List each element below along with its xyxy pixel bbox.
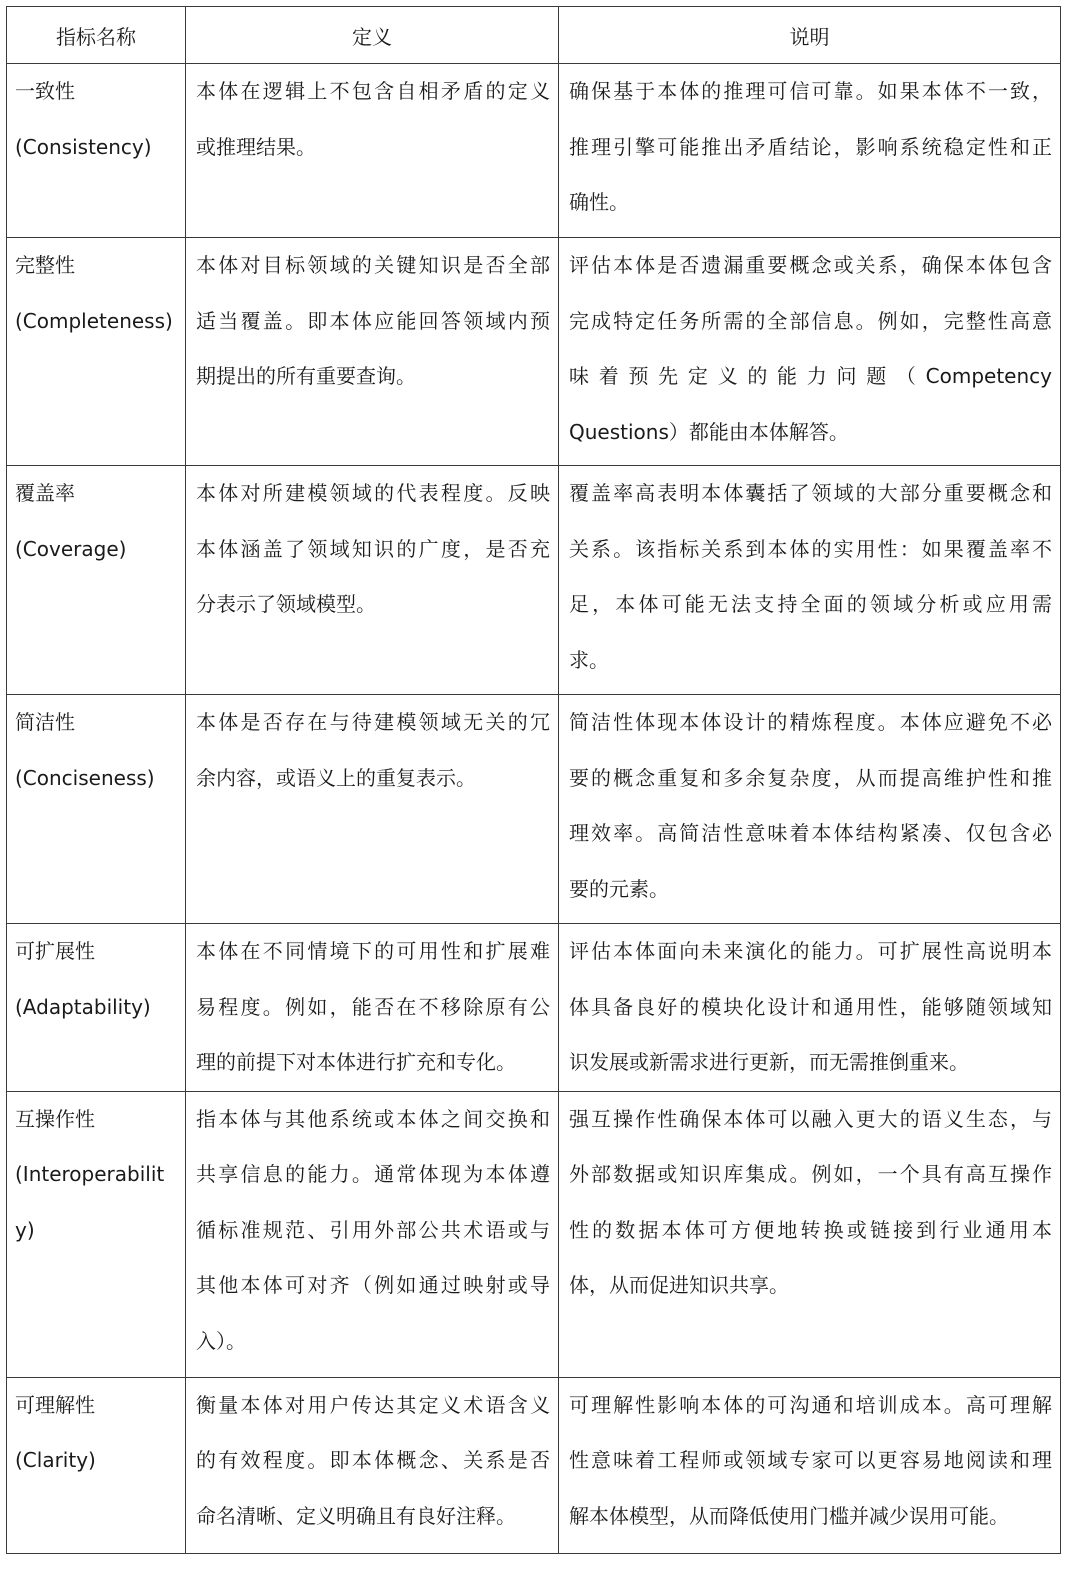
definition-cell-conciseness	[186, 695, 559, 924]
cell-line: 的有效程度。即本体概念、关系是否	[196, 1448, 550, 1472]
table-header-row	[7, 7, 1061, 64]
cell-line: (Consistency)	[15, 134, 152, 159]
cell-line: 分表示了领域模型。	[196, 592, 376, 616]
cell-line: 解本体模型，从而降低使用门槛并减少误用可能。	[569, 1503, 1009, 1528]
cell-line: 外部数据或知识库集成。例如，一个具有高互操作	[569, 1162, 1052, 1186]
cell-line: 识发展或新需求进行更新，而无需推倒重来。	[569, 1050, 969, 1074]
cell-line: Questions）都能由本体解答。	[569, 419, 849, 444]
definition-cell-clarity	[186, 1377, 559, 1553]
cell-line: 确保基于本体的推理可信可靠。如果本体不一致，	[569, 79, 1052, 103]
cell-line: 要的概念重复和多余复杂度，从而提高维护性和推	[569, 765, 1052, 790]
metric-name-cell-adaptability	[7, 924, 186, 1092]
cell-line: 适当覆盖。即本体应能回答领域内预	[196, 308, 550, 333]
cell-line: 足，本体可能无法支持全面的领域分析或应用需	[569, 592, 1052, 616]
cell-line: (Clarity)	[15, 1448, 96, 1472]
description-cell-adaptability	[559, 924, 1061, 1092]
cell-line: 本体涵盖了领域知识的广度，是否充	[196, 536, 550, 561]
header-description: 说明	[559, 7, 1061, 64]
cell-line: 体具备良好的模块化设计和通用性，能够随领域知	[569, 994, 1052, 1019]
table-row	[7, 466, 1061, 695]
metric-name-cell-completeness	[7, 238, 186, 466]
cell-line: 覆盖率	[15, 481, 75, 505]
description-cell-clarity	[559, 1377, 1061, 1553]
definition-cell-completeness	[186, 238, 559, 466]
metric-name-cell-consistency	[7, 64, 186, 238]
cell-line: (Conciseness)	[15, 765, 155, 790]
cell-line: 入）。	[196, 1328, 246, 1353]
cell-line: (Adaptability)	[15, 994, 151, 1019]
cell-line: 关系。该指标关系到本体的实用性：如果覆盖率不	[569, 536, 1052, 561]
cell-line: 循标准规范、引用外部公共术语或与	[196, 1217, 550, 1242]
cell-line: 本体在不同情境下的可用性和扩展难	[196, 939, 550, 963]
cell-line: (Completeness)	[15, 308, 173, 333]
metric-name-cell-coverage	[7, 466, 186, 695]
cell-line: 本体对目标领域的关键知识是否全部	[196, 253, 550, 277]
header-metric-name: 指标名称	[7, 7, 186, 64]
cell-line: 可理解性影响本体的可沟通和培训成本。高可理解	[569, 1392, 1052, 1417]
cell-line: 可理解性	[15, 1392, 95, 1417]
metrics-table	[6, 6, 1061, 1554]
cell-line: 推理引擎可能推出矛盾结论，影响系统稳定性和正	[569, 134, 1052, 159]
cell-line: 求。	[569, 647, 609, 672]
cell-line: 命名清晰、定义明确且有良好注释。	[196, 1503, 516, 1528]
cell-line: 衡量本体对用户传达其定义术语含义	[196, 1392, 550, 1417]
description-cell-coverage	[559, 466, 1061, 695]
metric-name-cell-conciseness	[7, 695, 186, 924]
cell-line: 性的数据本体可方便地转换或链接到行业通用本	[569, 1217, 1052, 1242]
table-row	[7, 695, 1061, 924]
cell-line: 一致性	[15, 79, 75, 103]
cell-line: 或推理结果。	[196, 134, 316, 159]
cell-line: 本体是否存在与待建模领域无关的冗	[196, 710, 550, 734]
definition-cell-coverage	[186, 466, 559, 695]
cell-line: 理的前提下对本体进行扩充和专化。	[196, 1050, 516, 1074]
cell-line: 简洁性	[15, 710, 75, 734]
table-row	[7, 64, 1061, 238]
cell-line: 期提出的所有重要查询。	[196, 364, 416, 388]
description-cell-consistency	[559, 64, 1061, 238]
cell-line: 理效率。高简洁性意味着本体结构紧凑、仅包含必	[569, 821, 1052, 845]
cell-line: 味着预先定义的能力问题（Competency	[569, 364, 1052, 388]
table-row	[7, 1091, 1061, 1377]
cell-line: 其他本体可对齐（例如通过映射或导	[196, 1273, 550, 1297]
cell-line: 指本体与其他系统或本体之间交换和	[196, 1106, 550, 1131]
description-cell-interoperability	[559, 1091, 1061, 1377]
description-cell-completeness	[559, 238, 1061, 466]
cell-line: 可扩展性	[15, 939, 95, 963]
table-row	[7, 924, 1061, 1092]
metric-name-cell-interoperability	[7, 1091, 186, 1377]
cell-line: 确性。	[569, 190, 629, 214]
cell-line: (Coverage)	[15, 536, 127, 561]
header-definition: 定义	[186, 7, 559, 64]
cell-line: 互操作性	[15, 1106, 95, 1131]
table-row	[7, 1377, 1061, 1553]
cell-line: 易程度。例如，能否在不移除原有公	[196, 994, 550, 1019]
table-row	[7, 238, 1061, 466]
cell-line: 简洁性体现本体设计的精炼程度。本体应避免不必	[569, 710, 1052, 734]
cell-line: 要的元素。	[569, 876, 669, 901]
cell-line: y)	[15, 1217, 35, 1242]
cell-line: 评估本体面向未来演化的能力。可扩展性高说明本	[569, 939, 1052, 963]
cell-line: 本体在逻辑上不包含自相矛盾的定义	[196, 79, 550, 103]
cell-line: 本体对所建模领域的代表程度。反映	[196, 481, 550, 505]
cell-line: 强互操作性确保本体可以融入更大的语义生态，与	[569, 1106, 1052, 1131]
cell-line: 完成特定任务所需的全部信息。例如，完整性高意	[569, 308, 1052, 333]
definition-cell-consistency	[186, 64, 559, 238]
cell-line: 共享信息的能力。通常体现为本体遵	[196, 1162, 550, 1186]
metric-name-cell-clarity	[7, 1377, 186, 1553]
cell-line: (Interoperabilit	[15, 1162, 165, 1186]
cell-line: 余内容，或语义上的重复表示。	[196, 765, 476, 790]
cell-line: 体，从而促进知识共享。	[569, 1273, 789, 1297]
cell-line: 覆盖率高表明本体囊括了领域的大部分重要概念和	[569, 481, 1052, 505]
definition-cell-interoperability	[186, 1091, 559, 1377]
cell-line: 评估本体是否遗漏重要概念或关系，确保本体包含	[569, 253, 1052, 277]
description-cell-conciseness	[559, 695, 1061, 924]
cell-line: 性意味着工程师或领域专家可以更容易地阅读和理	[569, 1448, 1052, 1472]
definition-cell-adaptability	[186, 924, 559, 1092]
cell-line: 完整性	[15, 253, 75, 277]
